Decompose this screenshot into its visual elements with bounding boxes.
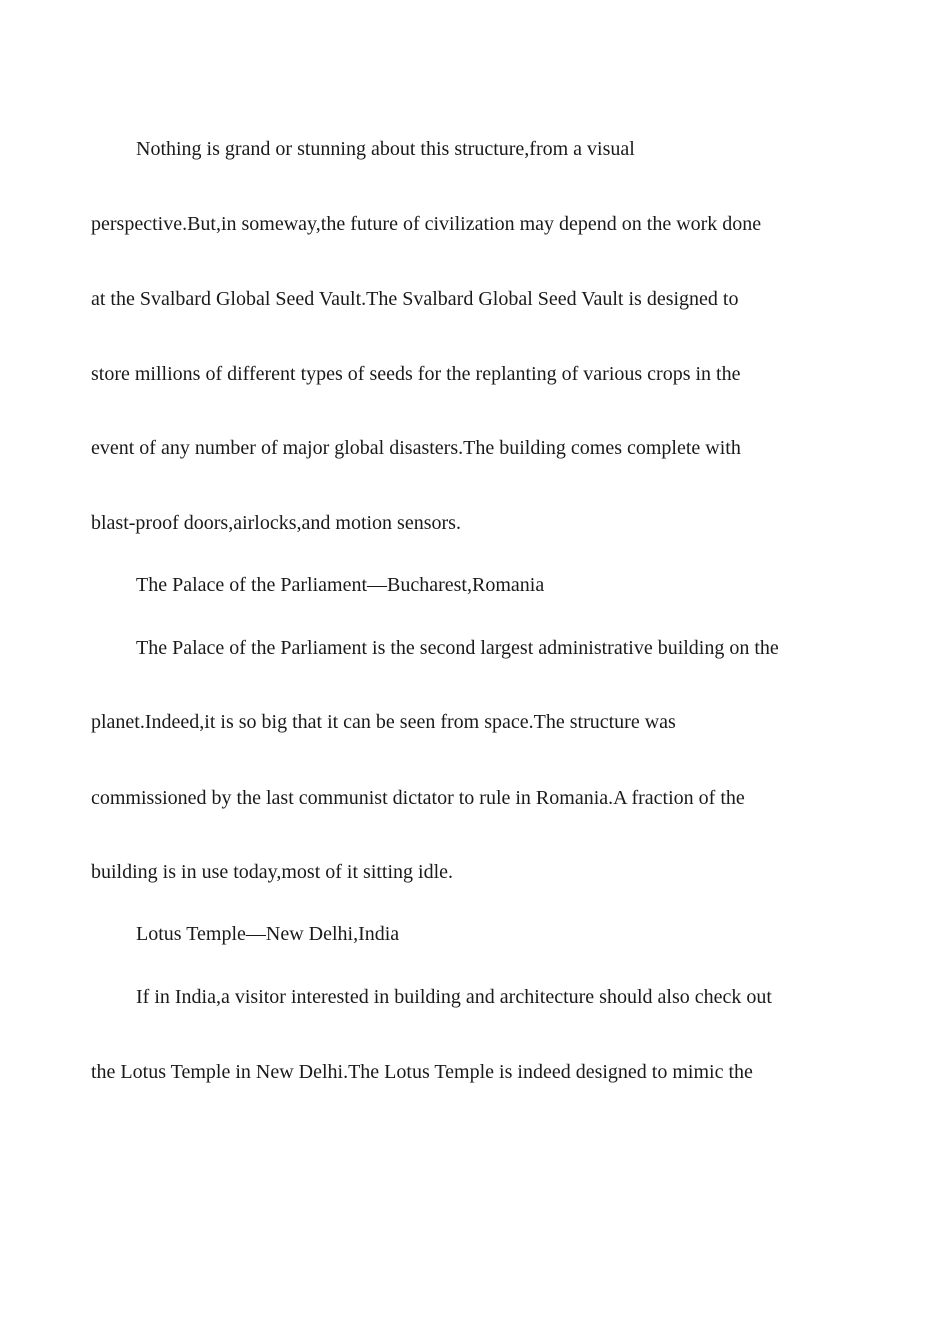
paragraph-line: If in India,a visitor interested in building and architecture should also check out: [136, 986, 772, 1008]
section-heading: Lotus Temple—New Delhi,India: [136, 923, 400, 945]
paragraph-line: at the Svalbard Global Seed Vault.The Svalbard Global Seed Vault is designed to: [91, 288, 739, 310]
paragraph-line: Nothing is grand or stunning about this structure,from a visual: [136, 138, 635, 160]
paragraph-line: the Lotus Temple in New Delhi.The Lotus Temple is indeed designed to mimic the: [91, 1061, 753, 1083]
paragraph-line: blast-proof doors,airlocks,and motion sensors.: [91, 512, 461, 534]
paragraph-line: commissioned by the last communist dictator to rule in Romania.A fraction of the: [91, 787, 745, 809]
paragraph-line: building is in use today,most of it sitting idle.: [91, 861, 454, 883]
paragraph-line: planet.Indeed,it is so big that it can be seen from space.The structure was: [91, 711, 676, 733]
section-heading: The Palace of the Parliament—Bucharest,Romania: [136, 574, 545, 596]
paragraph-line: event of any number of major global disasters.The building comes complete with: [91, 437, 741, 459]
paragraph-line: perspective.But,in someway,the future of civilization may depend on the work done: [91, 213, 762, 235]
paragraph-line: store millions of different types of seeds for the replanting of various crops in the: [91, 363, 741, 385]
paragraph-line: The Palace of the Parliament is the second largest administrative building on the: [136, 637, 779, 659]
